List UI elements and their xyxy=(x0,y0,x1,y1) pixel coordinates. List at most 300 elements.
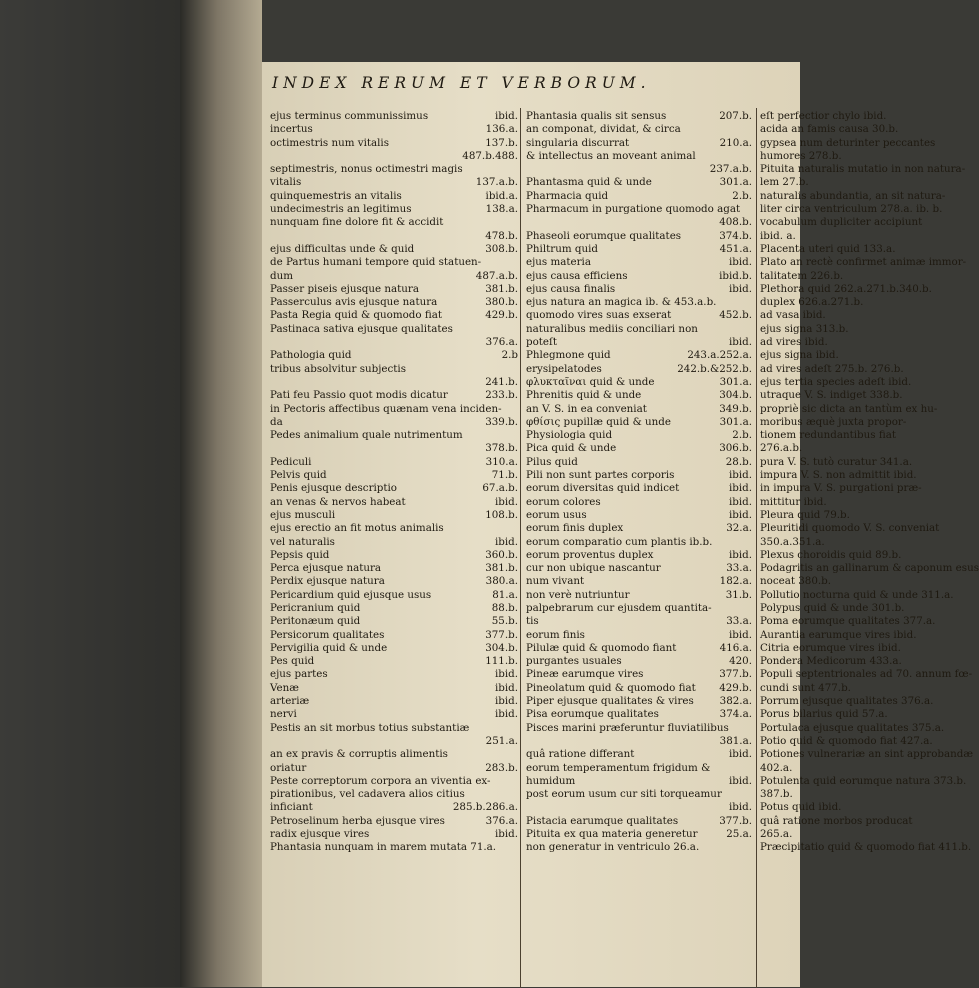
page-edge xyxy=(180,0,262,987)
index-entry: Potus quid ibid. xyxy=(760,801,842,814)
entry-reference: ibid. xyxy=(728,628,752,641)
index-entry: 276.a.b. xyxy=(760,442,803,455)
index-entry: Pleura quid 79.b. xyxy=(760,508,850,521)
index-entry: Potio quid & quomodo fiat 427.a. xyxy=(760,734,933,747)
entry-reference xyxy=(748,296,752,309)
entry-term: quomodo vires suas exserat xyxy=(526,309,672,322)
index-entry xyxy=(270,270,518,283)
index-entry xyxy=(270,762,518,775)
entry-term: in Pectoris affectibus quænam vena inciden- xyxy=(270,402,502,415)
index-entry: duplex 626.a.271.b. xyxy=(760,296,864,309)
index-entry xyxy=(270,309,518,322)
entry-reference: ibid. xyxy=(728,482,752,495)
index-entry: 387.b. xyxy=(760,788,793,801)
index-entry: eſt perfectior chylo ibid. xyxy=(760,110,887,122)
entry-term: octimestris num vitalis xyxy=(270,136,390,149)
entry-reference: 381.b. xyxy=(485,282,518,295)
entry-term: Phrenitis quid & unde xyxy=(526,389,642,402)
entry-term: Phantasia nunquam in marem mutata 71.a. xyxy=(270,841,497,854)
index-entry xyxy=(526,203,752,216)
entry-reference: ibid. xyxy=(728,508,752,521)
entry-reference: 451.a. xyxy=(719,242,752,255)
entry-term: eorum comparatio cum plantis ib.b. xyxy=(526,535,713,548)
entry-term: Physiologia quid xyxy=(526,429,613,442)
index-entry xyxy=(526,376,752,389)
entry-reference: 137.b. xyxy=(485,136,518,149)
entry-reference: 283.b. xyxy=(485,761,518,774)
index-entry: in impura V. S. purgationi præ- xyxy=(760,482,922,495)
entry-reference: 55.b. xyxy=(491,615,518,628)
entry-reference: 33.a. xyxy=(726,615,752,628)
index-entry xyxy=(526,429,752,442)
index-entry: utraque V. S. indiget 338.b. xyxy=(760,389,903,402)
index-entry xyxy=(270,376,518,389)
entry-reference: ibid.b. xyxy=(719,269,752,282)
page-header: INDEX RERUM ET VERBORUM. xyxy=(272,74,651,92)
index-entry xyxy=(526,708,752,721)
index-entry xyxy=(526,150,752,163)
index-entry: Potiones vulnerariæ an sint approbandæ xyxy=(760,748,974,761)
entry-reference: 28.b. xyxy=(725,455,752,468)
entry-reference: ibid. xyxy=(494,695,518,708)
index-entry xyxy=(270,150,518,163)
entry-term: Phantasma quid & unde xyxy=(526,176,652,189)
index-entry xyxy=(526,775,752,788)
entry-term: φθίσις pupillæ quid & unde xyxy=(526,415,671,428)
entry-reference: 81.a. xyxy=(492,588,518,601)
entry-term: Pestis an sit morbus totius substantiæ xyxy=(270,721,470,734)
entry-term: an V. S. in ea conveniat xyxy=(526,402,647,415)
index-entry: Pondera Medicorum 433.a. xyxy=(760,655,902,668)
entry-reference: 301.a. xyxy=(719,375,752,388)
entry-reference: ibid. xyxy=(494,708,518,721)
entry-term: Pilulæ quid & quomodo fiant xyxy=(526,641,677,654)
entry-term: eorum temperamentum frigidum & xyxy=(526,761,711,774)
entry-term: purgantes usuales xyxy=(526,655,622,668)
entry-term: eorum diversitas quid indicet xyxy=(526,482,680,495)
entry-term: & intellectus an moveant animal xyxy=(526,149,696,162)
index-entry xyxy=(270,283,518,296)
entry-reference: 237.a.b. xyxy=(709,163,752,176)
entry-reference: 241.b. xyxy=(485,375,518,388)
entry-term: dum xyxy=(270,269,293,282)
index-entry xyxy=(526,110,752,123)
entry-reference xyxy=(514,841,518,854)
index-entry: cundi sunt 477.b. xyxy=(760,681,851,694)
entry-term: Petroselinum herba ejusque vires xyxy=(270,814,445,827)
index-entry xyxy=(270,203,518,216)
entry-term: quinquemestris an vitalis xyxy=(270,189,402,202)
entry-reference: ibid. xyxy=(494,110,518,122)
entry-reference: ibid.a. xyxy=(485,189,518,202)
entry-reference xyxy=(748,150,752,163)
entry-term: tis xyxy=(526,615,539,628)
entry-term: ejus partes xyxy=(270,668,328,681)
index-entry xyxy=(526,283,752,296)
column-rule xyxy=(756,108,757,988)
index-entry xyxy=(526,456,752,469)
entry-reference: ibid. xyxy=(494,681,518,694)
index-entry: moribus æquè juxta propor- xyxy=(760,415,907,428)
index-entry: ad vires adeſt 275.b. 276.b. xyxy=(760,362,904,375)
index-entry xyxy=(526,403,752,416)
entry-reference xyxy=(514,748,518,761)
book-page xyxy=(262,62,979,987)
index-entry: gypsea num deturinter peccantes xyxy=(760,136,936,149)
index-entry xyxy=(526,735,752,748)
entry-term: oriatur xyxy=(270,761,307,774)
index-entry xyxy=(270,442,518,455)
index-entry xyxy=(270,788,518,801)
entry-reference xyxy=(748,762,752,775)
entry-reference: 377.b. xyxy=(719,668,752,681)
index-entry xyxy=(526,163,752,176)
entry-reference: 416.a. xyxy=(719,641,752,654)
index-entry: ibid. a. xyxy=(760,229,796,242)
index-entry xyxy=(270,496,518,509)
index-entry xyxy=(270,403,518,416)
index-entry xyxy=(526,363,752,376)
index-entry xyxy=(526,442,752,455)
index-entry xyxy=(270,775,518,788)
index-entry: liter circa ventriculum 278.a. ib. b. xyxy=(760,203,943,216)
entry-term: ejus materia xyxy=(526,256,591,269)
index-entry: vocabulum dupliciter accipiunt xyxy=(760,216,923,229)
index-entry xyxy=(270,602,518,615)
entry-reference: ibid. xyxy=(728,801,752,814)
entry-reference: 308.b. xyxy=(485,242,518,255)
entry-term: quâ ratione differant xyxy=(526,748,635,761)
entry-reference: 67.a.b. xyxy=(482,482,518,495)
entry-term: Pericranium quid xyxy=(270,601,361,614)
entry-term: Pistacia earumque qualitates xyxy=(526,814,679,827)
index-entry: Plato an rectè confirmet animæ immor- xyxy=(760,256,967,269)
entry-reference: 377.b. xyxy=(485,628,518,641)
entry-reference: ibid. xyxy=(494,828,518,841)
index-entry xyxy=(270,642,518,655)
entry-term: Phlegmone quid xyxy=(526,349,611,362)
entry-reference: ibid. xyxy=(728,282,752,295)
index-entry xyxy=(526,722,752,735)
index-entry: Plexus choroidis quid 89.b. xyxy=(760,548,902,561)
index-entry xyxy=(270,828,518,841)
index-entry xyxy=(526,801,752,814)
index-entry: Porrum ejusque qualitates 376.a. xyxy=(760,695,934,708)
entry-term: da xyxy=(270,415,283,428)
entry-term: Pisces marini præferuntur fluviatilibus xyxy=(526,721,729,734)
entry-term: an ex pravis & corruptis alimentis xyxy=(270,748,448,761)
index-entry: noceat 380.b. xyxy=(760,575,832,588)
index-entry xyxy=(526,216,752,229)
entry-reference: 382.a. xyxy=(719,695,752,708)
index-entry xyxy=(526,589,752,602)
entry-term: Piper ejusque qualitates & vires xyxy=(526,695,694,708)
entry-reference xyxy=(748,841,752,854)
index-entry: pura V. S. tutò curatur 341.a. xyxy=(760,455,913,468)
entry-term: palpebrarum cur ejusdem quantita- xyxy=(526,601,712,614)
entry-reference xyxy=(514,775,518,788)
background-left xyxy=(0,0,180,987)
entry-term: Penis ejusque descriptio xyxy=(270,482,398,495)
entry-term: eorum usus xyxy=(526,508,587,521)
index-entry xyxy=(270,575,518,588)
entry-term: Perdix ejusque natura xyxy=(270,575,385,588)
entry-term: Philtrum quid xyxy=(526,242,598,255)
entry-reference: 31.b. xyxy=(725,588,752,601)
entry-reference: ibid. xyxy=(494,495,518,508)
entry-term: num vivant xyxy=(526,575,585,588)
entry-term: eorum proventus duplex xyxy=(526,548,654,561)
index-entry xyxy=(526,509,752,522)
entry-reference: 420. xyxy=(729,655,752,668)
index-entry xyxy=(270,748,518,761)
entry-reference: 360.b. xyxy=(485,548,518,561)
entry-reference xyxy=(514,163,518,176)
entry-term: naturalibus mediis conciliari non xyxy=(526,322,698,335)
entry-term: eorum finis xyxy=(526,628,585,641)
entry-reference: 2.b xyxy=(501,349,518,362)
index-entry xyxy=(270,110,518,123)
index-entry xyxy=(526,296,752,309)
entry-reference: 108.b. xyxy=(485,508,518,521)
index-entry: Pollutio nocturna quid & unde 311.a. xyxy=(760,588,954,601)
entry-reference: 71.b. xyxy=(491,469,518,482)
entry-term: ejus erectio an fit motus animalis xyxy=(270,522,444,535)
index-entry xyxy=(270,655,518,668)
index-entry: Placenta uteri quid 133.a. xyxy=(760,242,896,255)
index-entry xyxy=(270,509,518,522)
entry-reference: ibid. xyxy=(728,748,752,761)
entry-term: cur non ubique nascantur xyxy=(526,562,661,575)
entry-term: inficiant xyxy=(270,801,313,814)
entry-term: ejus difficultas unde & quid xyxy=(270,242,415,255)
index-entry xyxy=(526,389,752,402)
index-entry xyxy=(526,270,752,283)
entry-reference: 380.a. xyxy=(485,575,518,588)
entry-reference: 377.b. xyxy=(719,814,752,827)
index-entry xyxy=(526,336,752,349)
entry-term: Pica quid & unde xyxy=(526,442,617,455)
index-entry xyxy=(526,549,752,562)
entry-reference xyxy=(748,203,752,216)
entry-reference xyxy=(514,256,518,269)
entry-term: vitalis xyxy=(270,176,302,189)
entry-term: post eorum usum cur siti torqueamur xyxy=(526,788,722,801)
entry-term: Pathologia quid xyxy=(270,349,352,362)
entry-term: nunquam fine dolore fit & accidit xyxy=(270,216,444,229)
entry-reference xyxy=(514,722,518,735)
entry-reference: 408.b. xyxy=(719,216,752,229)
entry-term: Pili non sunt partes corporis xyxy=(526,469,675,482)
entry-term: Pisa eorumque qualitates xyxy=(526,708,659,721)
index-entry xyxy=(270,363,518,376)
index-entry xyxy=(270,841,518,854)
index-entry: propriè sic dicta an tantùm ex hu- xyxy=(760,402,938,415)
entry-reference: 138.a. xyxy=(485,203,518,216)
index-entry: Populi septentrionales ad 70. annum fœ- xyxy=(760,668,973,681)
entry-reference xyxy=(514,323,518,336)
entry-reference: 381.a. xyxy=(719,734,752,747)
index-entry xyxy=(270,562,518,575)
entry-reference: 304.b. xyxy=(719,389,752,402)
index-entry xyxy=(270,176,518,189)
index-entry xyxy=(270,296,518,309)
index-entry xyxy=(526,416,752,429)
entry-reference: 111.b. xyxy=(485,655,518,668)
index-column-1 xyxy=(270,110,518,855)
index-entry xyxy=(270,323,518,336)
entry-term: tribus absolvitur subjectis xyxy=(270,362,406,375)
index-entry: ad vires ibid. xyxy=(760,336,828,349)
entry-term: arteriæ xyxy=(270,695,310,708)
entry-term: Phaseoli eorumque qualitates xyxy=(526,229,682,242)
entry-reference xyxy=(514,788,518,801)
entry-term: Passer piseis ejusque natura xyxy=(270,282,419,295)
index-entry: Porus bilarius quid 57.a. xyxy=(760,708,888,721)
entry-term: septimestris, nonus octimestri magis xyxy=(270,163,463,176)
entry-reference: 310.a. xyxy=(485,455,518,468)
index-entry xyxy=(270,256,518,269)
entry-term: undecimestris an legitimus xyxy=(270,203,412,216)
entry-term: Pharmacum in purgatione quomodo agat xyxy=(526,203,741,216)
index-entry xyxy=(270,243,518,256)
index-entry xyxy=(270,815,518,828)
index-entry xyxy=(526,841,752,854)
index-column-2 xyxy=(526,110,752,855)
entry-term: Pervigilia quid & unde xyxy=(270,641,388,654)
entry-reference: ibid. xyxy=(494,668,518,681)
entry-term: Venæ xyxy=(270,681,299,694)
index-entry xyxy=(270,389,518,402)
entry-reference: 306.b. xyxy=(719,442,752,455)
index-entry xyxy=(526,349,752,362)
index-entry: quâ ratione morbos producat xyxy=(760,814,913,827)
index-entry xyxy=(270,708,518,721)
index-entry xyxy=(270,482,518,495)
index-entry xyxy=(270,801,518,814)
entry-term: Pes quid xyxy=(270,655,315,668)
index-entry xyxy=(270,416,518,429)
entry-term: Pati feu Passio quot modis dicatur xyxy=(270,389,448,402)
entry-reference xyxy=(748,323,752,336)
index-entry xyxy=(526,309,752,322)
entry-reference: 25.a. xyxy=(726,828,752,841)
entry-reference: 88.b. xyxy=(491,601,518,614)
entry-reference: 452.b. xyxy=(719,309,752,322)
entry-term: Pepsis quid xyxy=(270,548,330,561)
entry-term: eorum colores xyxy=(526,495,601,508)
index-entry xyxy=(526,695,752,708)
entry-term: nervi xyxy=(270,708,297,721)
entry-term: non verè nutriuntur xyxy=(526,588,630,601)
index-entry: tionem redundantibus fiat xyxy=(760,429,896,442)
entry-reference: 210.a. xyxy=(719,136,752,149)
entry-reference: 380.b. xyxy=(485,296,518,309)
index-entry xyxy=(270,668,518,681)
index-entry xyxy=(270,216,518,229)
entry-reference: 301.a. xyxy=(719,176,752,189)
index-entry: ejus signa ibid. xyxy=(760,349,839,362)
entry-term: ejus terminus communissimus xyxy=(270,110,429,122)
index-entry xyxy=(526,682,752,695)
index-entry: Podagritis an gallinarum & caponum esus xyxy=(760,562,979,575)
index-entry xyxy=(270,695,518,708)
entry-reference: 207.b. xyxy=(719,110,752,122)
entry-reference xyxy=(514,363,518,376)
column-rule xyxy=(520,108,521,988)
entry-term: vel naturalis xyxy=(270,535,335,548)
index-entry: 350.a.351.a. xyxy=(760,535,825,548)
entry-reference: 32.a. xyxy=(726,522,752,535)
entry-term: ejus causa finalis xyxy=(526,282,616,295)
index-entry: Poma eorumque qualitates 377.a. xyxy=(760,615,936,628)
entry-term: Pharmacia quid xyxy=(526,189,609,202)
index-entry xyxy=(526,815,752,828)
index-entry xyxy=(270,336,518,349)
entry-reference: 487.b.488. xyxy=(462,149,518,162)
entry-reference: 378.b. xyxy=(485,442,518,455)
entry-reference: 2.b. xyxy=(732,429,752,442)
entry-term: Pediculi xyxy=(270,455,312,468)
index-entry xyxy=(270,522,518,535)
entry-reference: 429.b. xyxy=(485,309,518,322)
index-entry xyxy=(526,668,752,681)
index-entry xyxy=(526,190,752,203)
entry-reference: 242.b.&252.b. xyxy=(677,362,752,375)
entry-term: Peritonæum quid xyxy=(270,615,361,628)
entry-term: ejus natura an magica ib. & 453.a.b. xyxy=(526,296,717,309)
entry-reference: 339.b. xyxy=(485,415,518,428)
entry-term: Pituita ex qua materia generetur xyxy=(526,828,698,841)
index-entry: humores 278.b. xyxy=(760,149,842,162)
index-entry xyxy=(270,722,518,735)
index-entry xyxy=(526,123,752,136)
index-entry xyxy=(526,562,752,575)
index-entry: Præcipitatio quid & quomodo fiat 411.b. xyxy=(760,841,972,854)
entry-reference xyxy=(514,403,518,416)
entry-reference: 233.b. xyxy=(485,389,518,402)
entry-reference: ibid. xyxy=(728,256,752,269)
index-entry xyxy=(270,629,518,642)
index-entry xyxy=(526,323,752,336)
entry-reference: 374.b. xyxy=(719,229,752,242)
index-entry: impura V. S. non admittit ibid. xyxy=(760,469,917,482)
entry-term: Pilus quid xyxy=(526,455,578,468)
entry-term: Phantasia qualis sit sensus xyxy=(526,110,667,122)
index-entry xyxy=(526,230,752,243)
entry-term: φλυκταῖναι quid & unde xyxy=(526,375,655,388)
entry-term: poteſt xyxy=(526,336,557,349)
index-entry xyxy=(526,176,752,189)
index-entry: Citria eorumque vires ibid. xyxy=(760,641,901,654)
index-entry: Pleuritidi quomodo V. S. conveniat xyxy=(760,522,940,535)
entry-reference xyxy=(748,602,752,615)
entry-term: eorum finis duplex xyxy=(526,522,624,535)
index-entry xyxy=(270,735,518,748)
entry-reference: 487.a.b. xyxy=(475,269,518,282)
entry-reference xyxy=(748,536,752,549)
index-entry xyxy=(270,137,518,150)
entry-term: ejus musculi xyxy=(270,508,336,521)
entry-reference xyxy=(514,429,518,442)
index-entry xyxy=(526,522,752,535)
index-entry xyxy=(270,615,518,628)
entry-term: Pedes animalium quale nutrimentum xyxy=(270,429,463,442)
index-entry xyxy=(270,589,518,602)
entry-term: singularia discurrat xyxy=(526,136,630,149)
index-entry: ejus signa 313.b. xyxy=(760,322,849,335)
entry-reference: 243.a.252.a. xyxy=(687,349,752,362)
